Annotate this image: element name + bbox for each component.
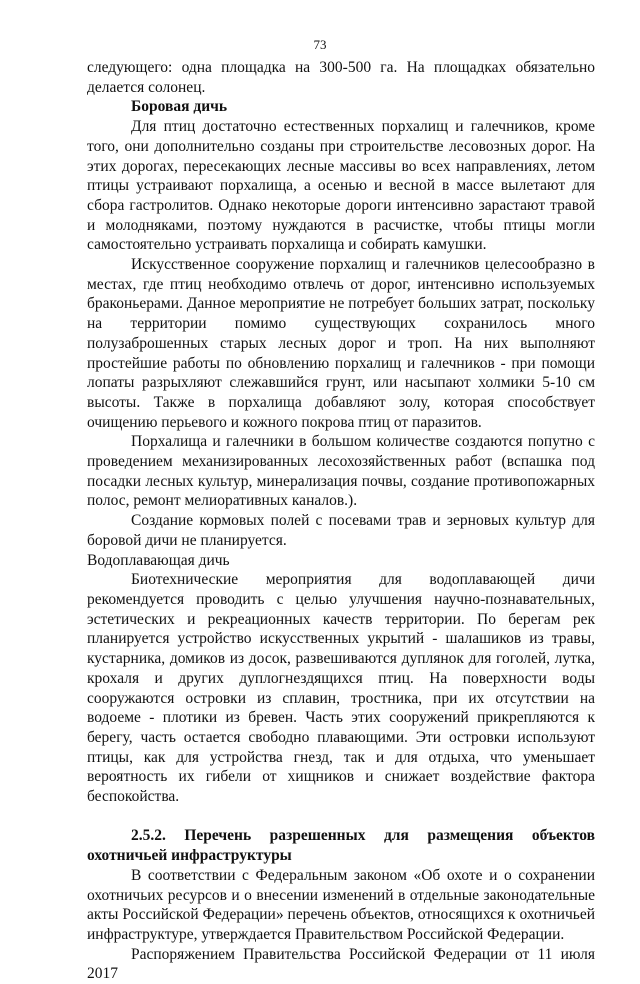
paragraph: Биотехнические мероприятия для водоплавающей дичи рекомендуется проводить с целью улучшения научно-познавательных, эстетических и рекреационных качеств территории. По берегам рек планируется устройство искусственных укрытий - шалашиков из травы, кустарника, домиков из досок, развешиваются дуплянок для гоголей, лутка, крохаля и других дуплогнездящихся птиц. На поверхности воды сооружаются островки из сплавин, тростника, при их отсутствии на водоеме - плотики из бревен. Часть этих сооружений прикрепляются к берегу, часть остается свободно плавающими. Эти островки используют птицы, как для устройства гнезд, так и для отдыха, что уменьшает вероятность их гибели от хищников и снижает воздействие фактора беспокойства. xyxy=(87,571,595,806)
subheading-waterfowl: Водоплавающая дичь xyxy=(87,551,230,569)
paragraph-continuation: следующего: одна площадка на 300-500 га. На площадках обязательно делается солонец. xyxy=(87,59,595,96)
paragraph: Порхалища и галечники в большом количестве создаются попутно с проведением механизированных лесохозяйственных работ (вспашка под посадки лесных культур, минерализация почвы, создание противопожарных полос, ремонт мелиоративных каналов.). xyxy=(87,433,595,510)
section-heading: 2.5.2. Перечень разрешенных для размещения объектов охотничьей инфраструктуры xyxy=(87,827,595,865)
paragraph: Создание кормовых полей с посевами трав и зерновых культур для боровой дичи не планируется. xyxy=(87,512,595,549)
paragraph: В соответствии с Федеральным законом «Об охоте и о сохранении охотничьих ресурсов и о внесении изменений в отдельные законодательные акты Российской Федерации» перечень объектов, относящихся к охотничьей инфраструктуре, утверждается Правительством Российской Федерации. xyxy=(87,866,595,943)
paragraph: Для птиц достаточно естественных порхалищ и галечников, кроме того, они дополнительно созданы при строительстве лесовозных дорог. На этих дорогах, пересекающих лесные массивы во всех направлениях, летом птицы устраивают порхалища, а осенью и весной в массе вылетают для сбора гастролитов. Однако некоторые дороги интенсивно зарастают травой и молодняками, поэтому нуждаются в расчистке, чтобы птицы могли самостоятельно устраивать порхалища и собирать камушки. xyxy=(87,118,595,254)
subheading-forest-game: Боровая дичь xyxy=(131,98,228,116)
page-body xyxy=(87,58,595,984)
paragraph: Искусственное сооружение порхалищ и галечников целесообразно в местах, где птиц необходимо отвлечь от дорог, интенсивно используемых браконьерами. Данное мероприятие не потребует больших затрат, поскольку на территории помимо существующих сохранилось много полузаброшенных старых лесных дорог и троп. На них выполняют простейшие работы по обновлению порхалищ и галечников - при помощи лопаты разрыхляют слежавшийся грунт, или насыпают холмики 5-10 см высоты. Также в порхалища добавляют золу, которая способствует очищению перьевого и кожного покрова птиц от паразитов. xyxy=(87,256,595,431)
paragraph: Распоряжением Правительства Российской Федерации от 11 июля 2017 xyxy=(87,945,595,983)
page-number: 73 xyxy=(313,37,327,52)
